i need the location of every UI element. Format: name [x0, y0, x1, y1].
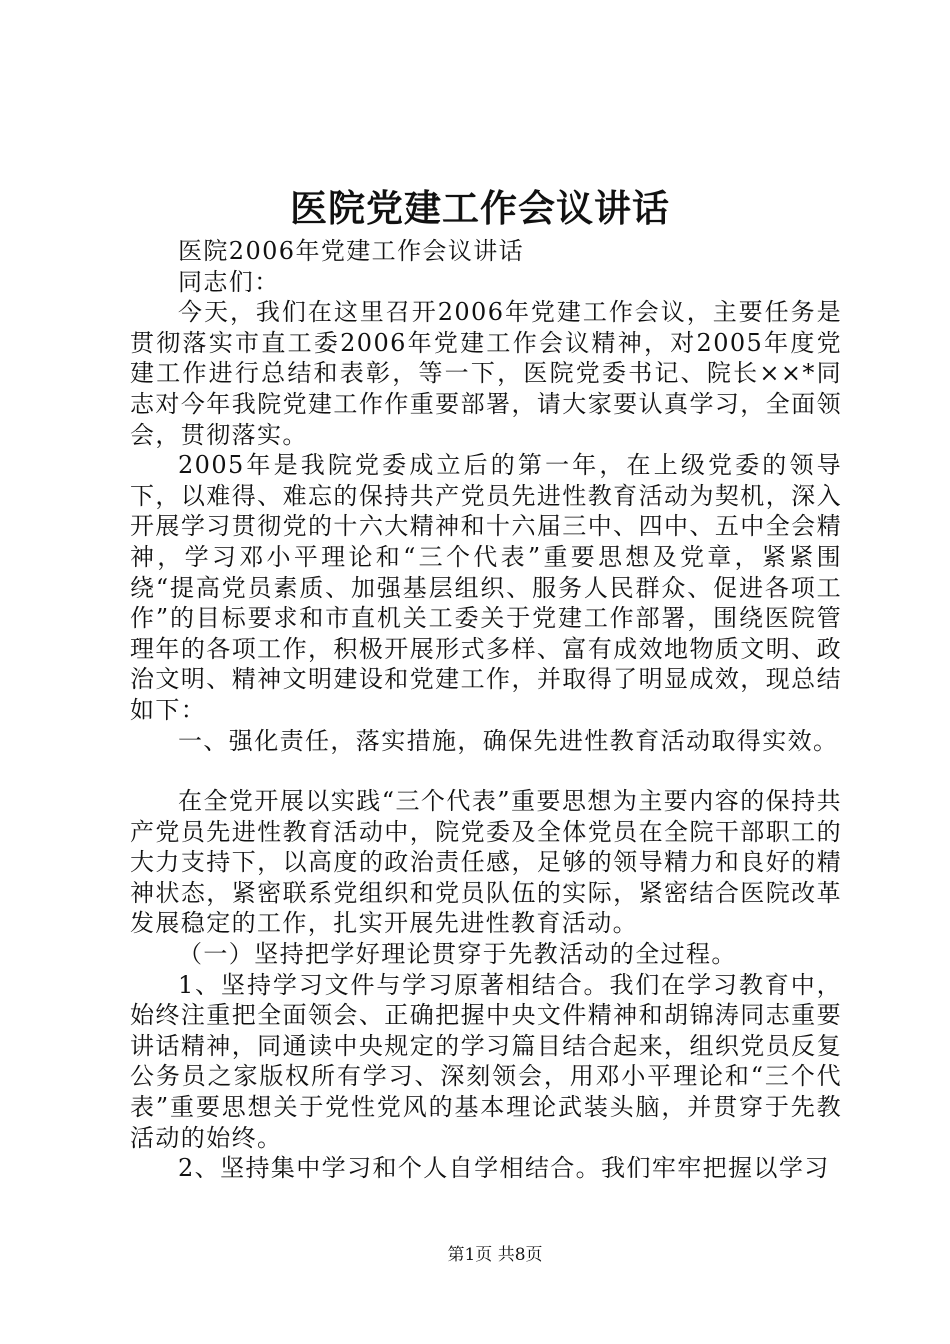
document-title: 医院党建工作会议讲话: [290, 186, 670, 230]
paragraph: 2005年是我院党委成立后的第一年，在上级党委的领导下，以难得、难忘的保持共产党员先进性教育活动为契机，深入开展学习贯彻党的十六大精神和十六届三中、四中、五中全会精神，学习邓小平理论和“三个代表”重要思想及党章，紧紧围绕“提高党员素质、加强基层组织、服务人民群众、促进各项工作”的目标要求和市直机关工委关于党建工作部署，围绕医院管理年的各项工作，积极开展形式多样、富有成效地物质文明、政治文明、精神文明建设和党建工作，并取得了明显成效，现总结如下：: [130, 451, 842, 724]
paragraph: 今天，我们在这里召开2006年党建工作会议，主要任务是贯彻落实市直工委2006年党建工作会议精神，对2005年度党建工作进行总结和表彰，等一下，医院党委书记、院长××*同志对今年我院党建工作作重要部署，请大家要认真学习，全面领会，贯彻落实。: [130, 298, 842, 449]
subsection-heading: （一）坚持把学好理论贯穿于先教活动的全过程。: [178, 940, 737, 969]
section-heading: 一、强化责任，落实措施，确保先进性教育活动取得实效。: [178, 726, 839, 755]
paragraph: 1、坚持学习文件与学习原著相结合。我们在学习教育中，始终注重把全面领会、正确把握中央文件精神和胡锦涛同志重要讲话精神，同通读中央规定的学习篇目结合起来，组织党员反复公务员之家版权所有学习、深刻领会，用邓小平理论和“三个代表”重要思想关于党性党风的基本理论武装头脑，并贯穿于先教活动的始终。: [130, 970, 842, 1152]
paragraph-subtitle: 医院2006年党建工作会议讲话: [178, 237, 525, 265]
paragraph-salutation: 同志们：: [178, 267, 280, 296]
page-number-footer: 第1页 共8页: [447, 1245, 543, 1265]
document-body: [130, 236, 842, 1184]
paragraph: 2、坚持集中学习和个人自学相结合。我们牢牢把握以学习: [178, 1154, 830, 1183]
paragraph: 在全党开展以实践“三个代表”重要思想为主要内容的保持共产党员先进性教育活动中，院党委及全体党员在全院干部职工的大力支持下，以高度的政治责任感，足够的领导精力和良好的精神状态，紧密联系党组织和党员队伍的实际，紧密结合医院改革发展稳定的工作，扎实开展先进性教育活动。: [130, 787, 842, 938]
